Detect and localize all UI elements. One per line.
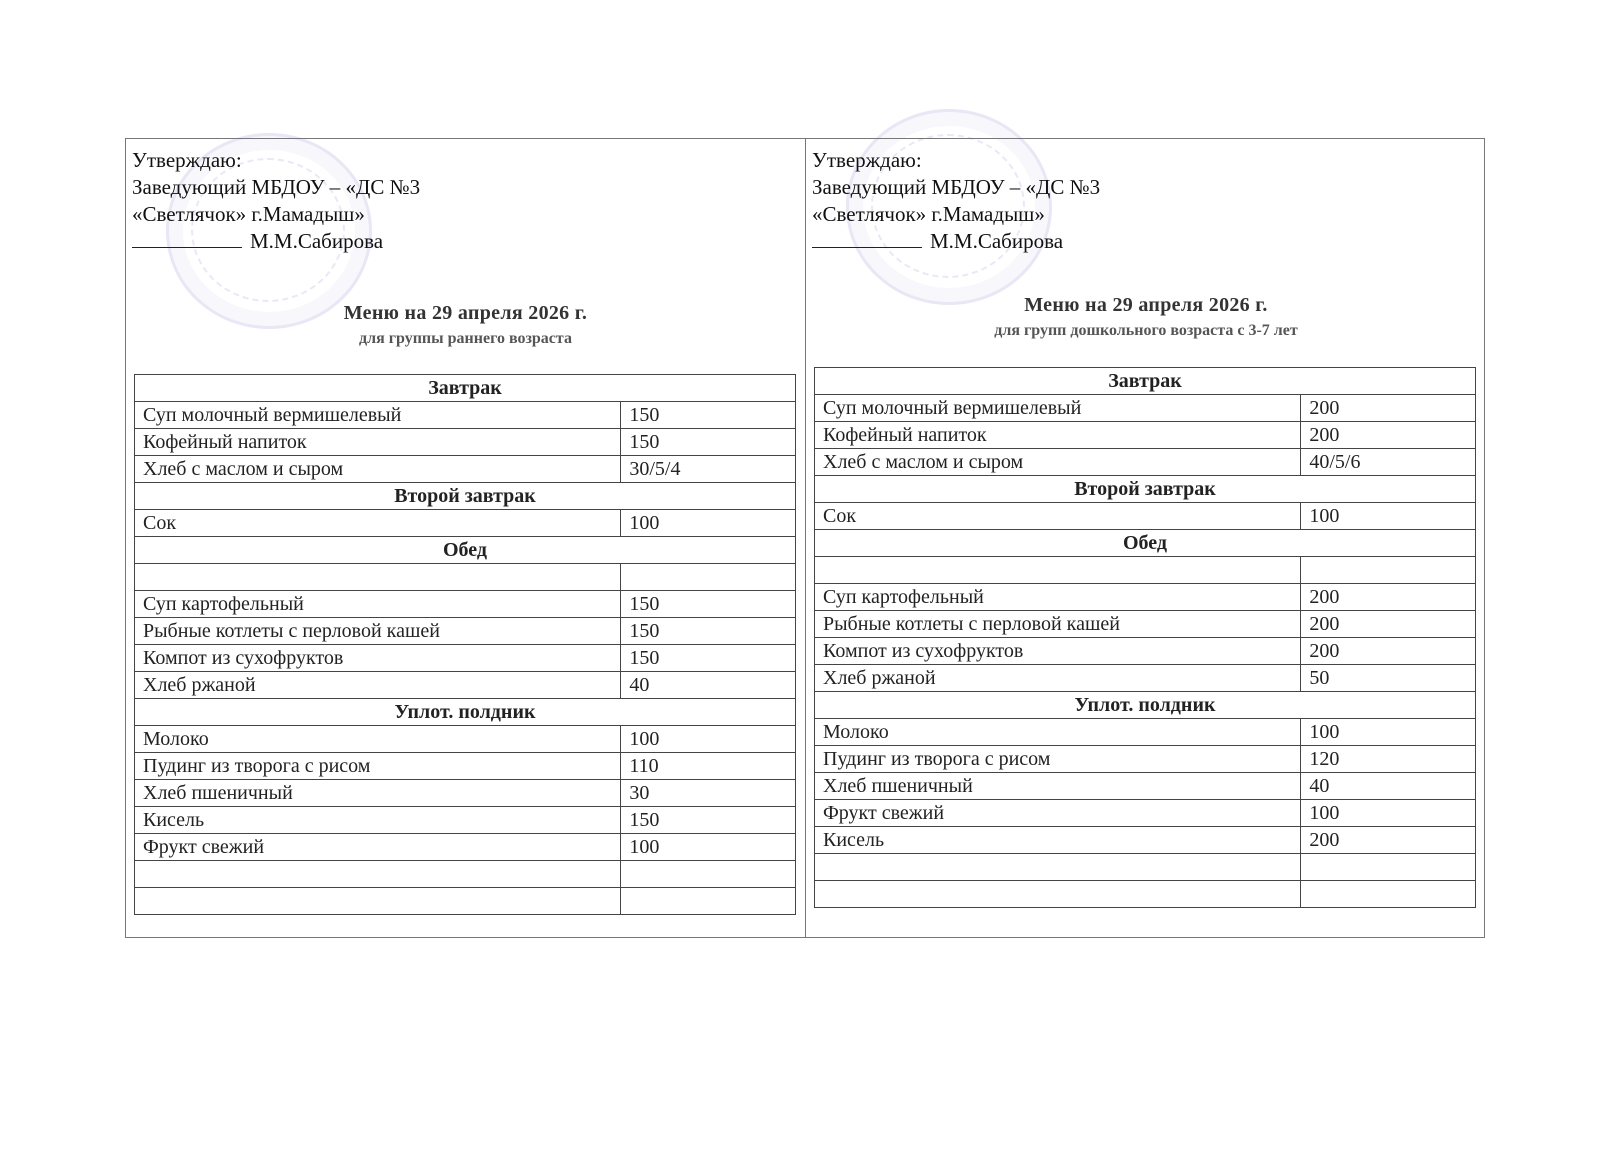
portion-weight: 100: [621, 834, 796, 861]
dish-name: Фрукт свежий: [135, 834, 621, 861]
approval-signer: М.М.Сабирова: [250, 229, 384, 253]
table-row: [135, 456, 796, 483]
approval-heading: Утверждаю:: [812, 148, 922, 172]
portion-weight: [621, 564, 796, 591]
table-row: [815, 800, 1476, 827]
dish-name: Сок: [135, 510, 621, 537]
portion-weight: 200: [1301, 584, 1476, 611]
dish-name: Рыбные котлеты с перловой кашей: [135, 618, 621, 645]
dish-name: Кисель: [815, 827, 1301, 854]
dish-name: Кофейный напиток: [135, 429, 621, 456]
table-row: [815, 422, 1476, 449]
dish-name: Суп картофельный: [135, 591, 621, 618]
approval-heading: Утверждаю:: [132, 148, 242, 172]
table-row: [135, 888, 796, 915]
portion-weight: 200: [1301, 827, 1476, 854]
portion-weight: [1301, 881, 1476, 908]
dish-name: Фрукт свежий: [815, 800, 1301, 827]
section-heading: Завтрак: [135, 375, 796, 402]
dish-name: Молоко: [135, 726, 621, 753]
portion-weight: 150: [621, 807, 796, 834]
portion-weight: 150: [621, 645, 796, 672]
signature-blank: [132, 229, 242, 248]
dish-name: Пудинг из творога с рисом: [135, 753, 621, 780]
portion-weight: 100: [1301, 719, 1476, 746]
section-header-row: [135, 537, 796, 564]
menu-table: [134, 374, 796, 915]
table-row: [135, 402, 796, 429]
portion-weight: [1301, 854, 1476, 881]
menu-subtitle: для групп дошкольного возраста с 3-7 лет: [994, 322, 1298, 339]
portion-weight: 150: [621, 618, 796, 645]
dish-name: Хлеб с маслом и сыром: [815, 449, 1301, 476]
dish-name: Хлеб пшеничный: [135, 780, 621, 807]
dish-name: [815, 881, 1301, 908]
dish-name: Хлеб пшеничный: [815, 773, 1301, 800]
dish-name: Рыбные котлеты с перловой кашей: [815, 611, 1301, 638]
table-row: [815, 773, 1476, 800]
dish-name: Хлеб ржаной: [815, 665, 1301, 692]
table-row: [135, 780, 796, 807]
dish-name: [135, 564, 621, 591]
portion-weight: 200: [1301, 395, 1476, 422]
portion-weight: 200: [1301, 422, 1476, 449]
portion-weight: 200: [1301, 638, 1476, 665]
table-row: [815, 611, 1476, 638]
approval-block: [812, 147, 1100, 255]
dish-name: Компот из сухофруктов: [135, 645, 621, 672]
dish-name: Компот из сухофруктов: [815, 638, 1301, 665]
approval-signer: М.М.Сабирова: [930, 229, 1064, 253]
section-heading: Обед: [815, 530, 1476, 557]
portion-weight: [621, 861, 796, 888]
section-header-row: [135, 483, 796, 510]
dish-name: Кофейный напиток: [815, 422, 1301, 449]
approval-signature-line: [132, 228, 420, 255]
table-row: [815, 395, 1476, 422]
portion-weight: 100: [621, 726, 796, 753]
dish-name: [815, 854, 1301, 881]
dish-name: [135, 861, 621, 888]
menu-subtitle: для группы раннего возраста: [359, 330, 572, 347]
section-heading: Обед: [135, 537, 796, 564]
portion-weight: 110: [621, 753, 796, 780]
table-row: [135, 753, 796, 780]
table-row: [135, 672, 796, 699]
portion-weight: 40: [1301, 773, 1476, 800]
table-row: [135, 834, 796, 861]
dish-name: Суп молочный вермишелевый: [135, 402, 621, 429]
section-heading: Уплот. полдник: [815, 692, 1476, 719]
table-row: [135, 429, 796, 456]
portion-weight: [1301, 557, 1476, 584]
section-header-row: [815, 476, 1476, 503]
table-row: [815, 854, 1476, 881]
dish-name: Пудинг из творога с рисом: [815, 746, 1301, 773]
dish-name: [815, 557, 1301, 584]
section-header-row: [815, 692, 1476, 719]
table-row: [815, 881, 1476, 908]
table-row: [135, 618, 796, 645]
portion-weight: 100: [1301, 800, 1476, 827]
menu-panel-preschool: [806, 139, 1486, 937]
dish-name: Кисель: [135, 807, 621, 834]
table-row: [815, 719, 1476, 746]
portion-weight: 120: [1301, 746, 1476, 773]
approval-signature-line: [812, 228, 1100, 255]
approval-position: Заведующий МБДОУ – «ДС №3: [132, 175, 421, 199]
dish-name: Суп молочный вермишелевый: [815, 395, 1301, 422]
table-row: [135, 861, 796, 888]
section-heading: Второй завтрак: [135, 483, 796, 510]
portion-weight: 100: [1301, 503, 1476, 530]
dish-name: Хлеб с маслом и сыром: [135, 456, 621, 483]
menu-panel-early-age: [126, 139, 806, 937]
table-row: [135, 726, 796, 753]
section-header-row: [135, 375, 796, 402]
portion-weight: 150: [621, 429, 796, 456]
dish-name: Сок: [815, 503, 1301, 530]
signature-blank: [812, 229, 922, 248]
table-row: [135, 564, 796, 591]
table-row: [815, 584, 1476, 611]
portion-weight: 100: [621, 510, 796, 537]
dish-name: Суп картофельный: [815, 584, 1301, 611]
table-row: [815, 449, 1476, 476]
table-row: [815, 827, 1476, 854]
portion-weight: 50: [1301, 665, 1476, 692]
table-row: [135, 510, 796, 537]
table-row: [135, 807, 796, 834]
portion-weight: 200: [1301, 611, 1476, 638]
approval-organization: «Светлячок» г.Мамадыш»: [812, 202, 1045, 226]
section-header-row: [135, 699, 796, 726]
section-header-row: [815, 368, 1476, 395]
dish-name: Молоко: [815, 719, 1301, 746]
table-row: [815, 665, 1476, 692]
section-heading: Завтрак: [815, 368, 1476, 395]
table-row: [815, 638, 1476, 665]
table-row: [815, 557, 1476, 584]
approval-position: Заведующий МБДОУ – «ДС №3: [812, 175, 1101, 199]
menu-sheet: [125, 138, 1485, 938]
section-heading: Уплот. полдник: [135, 699, 796, 726]
table-row: [135, 645, 796, 672]
approval-organization: «Светлячок» г.Мамадыш»: [132, 202, 365, 226]
portion-weight: 150: [621, 402, 796, 429]
table-row: [815, 503, 1476, 530]
section-heading: Второй завтрак: [815, 476, 1476, 503]
portion-weight: 150: [621, 591, 796, 618]
menu-title: Меню на 29 апреля 2026 г.: [343, 302, 588, 324]
portion-weight: [621, 888, 796, 915]
portion-weight: 30: [621, 780, 796, 807]
menu-title: Меню на 29 апреля 2026 г.: [1024, 294, 1268, 316]
table-row: [135, 591, 796, 618]
dish-name: Хлеб ржаной: [135, 672, 621, 699]
portion-weight: 30/5/4: [621, 456, 796, 483]
dish-name: [135, 888, 621, 915]
portion-weight: 40: [621, 672, 796, 699]
section-header-row: [815, 530, 1476, 557]
approval-block: [132, 147, 420, 255]
table-row: [815, 746, 1476, 773]
portion-weight: 40/5/6: [1301, 449, 1476, 476]
menu-table: [814, 367, 1476, 908]
